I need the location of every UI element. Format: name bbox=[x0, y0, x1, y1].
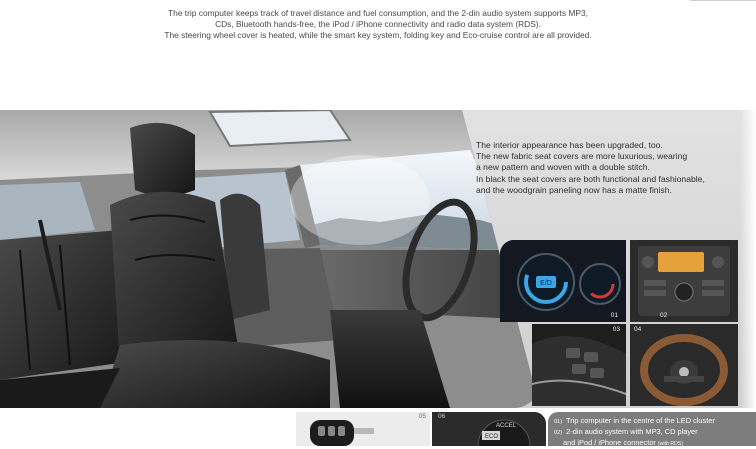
thumbnail-number: 03 bbox=[612, 326, 620, 333]
glare bbox=[290, 155, 430, 245]
cluster-display-text: E/D bbox=[540, 280, 552, 287]
rear-window bbox=[0, 182, 95, 240]
decorative-rule bbox=[690, 0, 756, 111]
intro-line: CDs, Bluetooth hands-free, the iPod / iPhone connectivity and radio data system (RDS). bbox=[215, 19, 541, 29]
caption-text: 2-din audio system with MP3, CD player bbox=[566, 427, 698, 436]
interior-photo bbox=[0, 110, 540, 408]
caption-line bbox=[548, 416, 756, 427]
thumbnail-number: 04 bbox=[634, 326, 642, 333]
intro-line: The steering wheel cover is heated, while the smart key system, folding key and Eco-cruise control are all provided. bbox=[164, 30, 592, 40]
desc-line: The new fabric seat covers are more luxurious, wearing bbox=[476, 151, 688, 162]
thumbnail-steering-wheel bbox=[630, 324, 738, 406]
thumbnail-steering-buttons bbox=[532, 324, 626, 406]
caption-box bbox=[548, 412, 756, 446]
caption-text: and iPod / iPhone connector bbox=[563, 438, 656, 447]
thumbnail-led-cluster bbox=[500, 240, 626, 322]
interior-description bbox=[476, 140, 736, 196]
thumbnail-eco-switch bbox=[432, 412, 546, 446]
desc-line: The interior appearance has been upgraded, too. bbox=[476, 140, 663, 150]
thumbnail-number: 01 bbox=[610, 312, 618, 319]
caption-number: 02) bbox=[554, 430, 563, 436]
intro-line: The trip computer keeps track of travel distance and fuel consumption, and the 2-din audio system supports MP3, bbox=[168, 8, 588, 18]
caption-text: Trip computer in the centre of the LED cluster bbox=[566, 416, 715, 425]
thumbnail-number: 02 bbox=[660, 312, 668, 319]
caption-line bbox=[548, 427, 756, 438]
front-seat-headrest bbox=[130, 123, 195, 196]
thumbnail-number: 06 bbox=[438, 413, 446, 420]
caption-number: 01) bbox=[554, 419, 563, 425]
switch-accel-text: ACCEL bbox=[496, 423, 517, 429]
switch-eco-text: ECO bbox=[485, 434, 499, 440]
desc-line: In black the seat covers are both functional and fashionable, bbox=[476, 173, 705, 184]
thumbnail-smart-key bbox=[296, 412, 430, 446]
sunroof bbox=[210, 110, 350, 146]
thumbnail-audio-system bbox=[630, 240, 738, 322]
intro-paragraph bbox=[120, 8, 636, 41]
thumbnail-number: 05 bbox=[418, 413, 426, 420]
caption-line bbox=[548, 438, 756, 449]
caption-small-note: (with RDS) bbox=[657, 441, 683, 447]
desc-line: and the woodgrain paneling now has a matte finish. bbox=[476, 184, 672, 195]
desc-line: a new pattern and woven with a double stitch. bbox=[476, 162, 650, 173]
band-fade bbox=[740, 110, 756, 408]
